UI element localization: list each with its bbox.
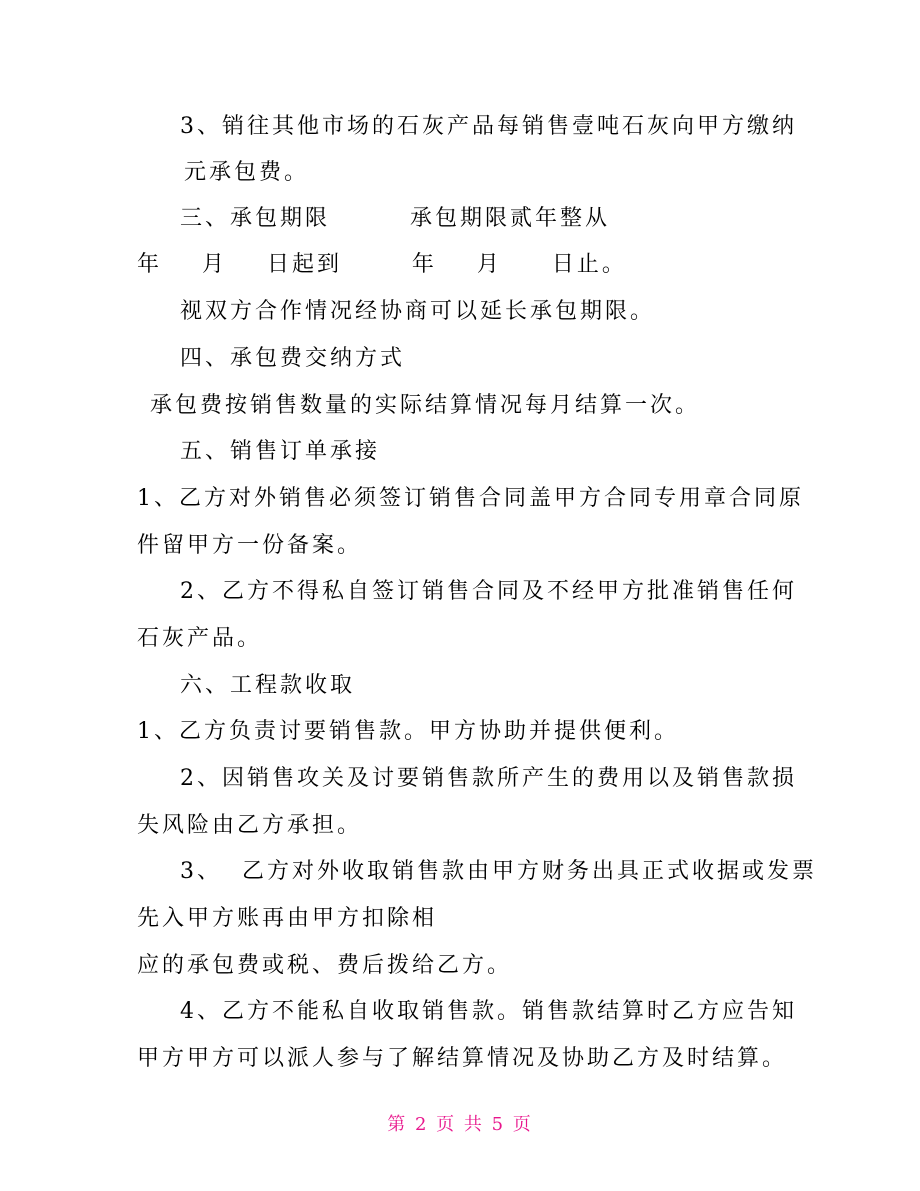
text-line-2: 元承包费。 bbox=[184, 160, 310, 185]
text-line-11: 2、乙方不得私自签订销售合同及不经甲方批准销售任何 bbox=[180, 579, 797, 604]
section-heading-term: 三、承包期限 承包期限贰年整从 bbox=[180, 206, 610, 231]
text-line-9: 1、乙方对外销售必须签订销售合同盖甲方合同专用章合同原 bbox=[137, 486, 804, 511]
text-line-18: 先入甲方账再由甲方扣除相 bbox=[137, 906, 438, 931]
text-line-4: 年 月 日起到 年 月 日止。 bbox=[137, 252, 627, 277]
text-line-17: 3、 乙方对外收取销售款由甲方财务出具正式收据或发票 bbox=[180, 859, 817, 884]
text-line-16: 失风险由乙方承担。 bbox=[137, 813, 363, 838]
section-heading-orders: 五、销售订单承接 bbox=[180, 439, 381, 464]
text-line-10: 件留甲方一份备案。 bbox=[137, 533, 363, 558]
text-line-20: 4、乙方不能私自收取销售款。销售款结算时乙方应告知 bbox=[180, 999, 797, 1024]
text-line-7: 承包费按销售数量的实际结算情况每月结算一次。 bbox=[150, 393, 701, 418]
page-number-footer: 第 2 页 共 5 页 bbox=[387, 1114, 533, 1135]
section-heading-payment: 四、承包费交纳方式 bbox=[180, 346, 406, 371]
section-heading-collection: 六、工程款收取 bbox=[180, 673, 356, 698]
text-line-1: 3、销往其他市场的石灰产品每销售壹吨石灰向甲方缴纳 bbox=[180, 114, 797, 139]
text-line-19: 应的承包费或税、费后拨给乙方。 bbox=[137, 953, 513, 978]
text-line-12: 石灰产品。 bbox=[137, 626, 263, 651]
text-line-21: 甲方甲方可以派人参与了解结算情况及协助乙方及时结算。 bbox=[137, 1046, 788, 1071]
text-line-14: 1、乙方负责讨要销售款。甲方协助并提供便利。 bbox=[137, 719, 679, 744]
text-line-15: 2、因销售攻关及讨要销售款所产生的费用以及销售款损 bbox=[180, 766, 797, 791]
text-line-5: 视双方合作情况经协商可以延长承包期限。 bbox=[180, 299, 656, 324]
